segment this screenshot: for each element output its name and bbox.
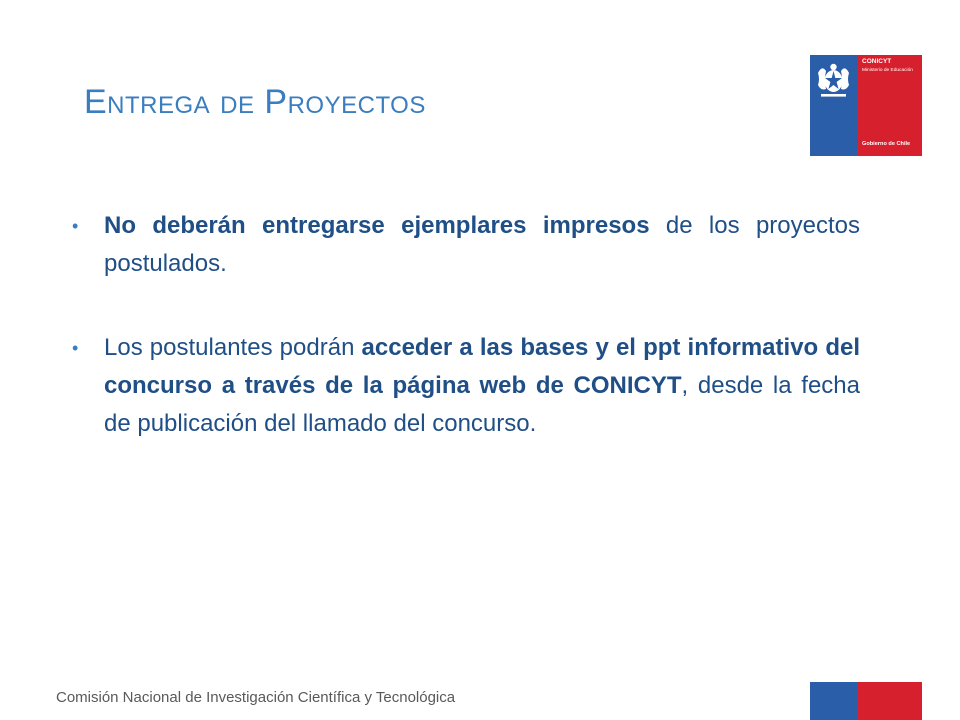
footer-text: Comisión Nacional de Investigación Científica y Tecnológica (56, 689, 456, 706)
footer-flag-red (857, 682, 922, 720)
footer-flag-bar (810, 682, 922, 720)
footer-flag-blue (810, 682, 857, 720)
bullet-regular-text: Los postulantes podrán (104, 334, 362, 361)
coat-of-arms-icon (813, 61, 854, 99)
bullet-text (104, 329, 860, 443)
bullet-item (72, 329, 860, 443)
logo-org-name: CONICYT (862, 58, 892, 65)
logo-ministry-name: Ministerio de Educación (862, 68, 913, 73)
bullet-list (72, 207, 860, 489)
bullet-item (72, 207, 860, 283)
logo-government-name: Gobierno de Chile (862, 141, 911, 147)
logo-blue-panel (810, 55, 857, 156)
bullet-bold-text: acceder a las bases y el ppt informativo del concurso a través de la página web de CONICYT (104, 334, 860, 399)
bullet-bold-text: No deberán entregarse ejemplares impresos (104, 212, 650, 239)
bullet-regular-text: de los proyectos postulados. (104, 212, 860, 277)
bullet-text (104, 207, 860, 283)
slide-title: Entrega de Proyectos (84, 83, 426, 121)
bullet-dot-icon: • (72, 338, 79, 358)
bullet-dot-icon: • (72, 216, 79, 236)
logo-red-panel (857, 55, 922, 156)
bullet-regular-text: , desde la fecha de publicación del llamado del concurso. (104, 372, 860, 437)
conicyt-logo (810, 55, 922, 156)
